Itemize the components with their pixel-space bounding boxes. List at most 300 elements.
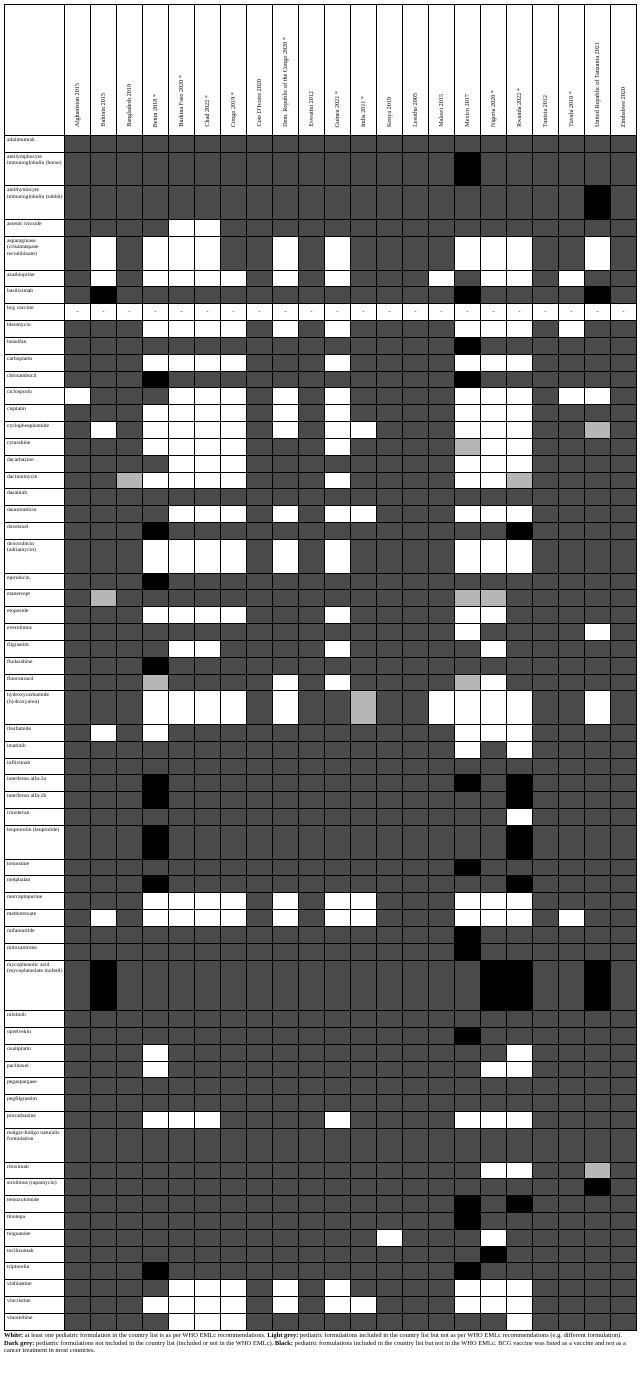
- status-cell: [533, 910, 559, 927]
- status-cell: [585, 910, 611, 927]
- status-cell: [195, 741, 221, 758]
- status-cell: [481, 1095, 507, 1112]
- status-cell: [455, 321, 481, 338]
- table-row: [5, 607, 637, 624]
- status-cell: [585, 489, 611, 506]
- status-cell: [507, 321, 533, 338]
- status-cell: [507, 590, 533, 607]
- status-cell: [351, 943, 377, 960]
- status-cell: [273, 1044, 299, 1061]
- status-cell: [377, 741, 403, 758]
- status-cell: [351, 1078, 377, 1095]
- status-cell: [117, 1044, 143, 1061]
- status-cell: [533, 236, 559, 270]
- status-cell: [221, 506, 247, 523]
- table-row: [5, 1297, 637, 1314]
- status-cell: [559, 371, 585, 388]
- status-cell: [273, 1263, 299, 1280]
- status-cell: [299, 455, 325, 472]
- status-cell: [91, 859, 117, 876]
- table-row: [5, 388, 637, 405]
- status-cell: [403, 354, 429, 371]
- status-cell: [533, 758, 559, 775]
- status-cell: [117, 472, 143, 489]
- status-cell: [559, 472, 585, 489]
- status-cell: [611, 926, 637, 943]
- status-cell: [403, 539, 429, 573]
- drug-name-cell: dactinomycin: [5, 472, 65, 489]
- status-cell: [143, 523, 169, 540]
- status-cell: [585, 758, 611, 775]
- status-cell: [299, 809, 325, 826]
- status-cell: [299, 1027, 325, 1044]
- status-cell: [273, 287, 299, 304]
- status-cell: [65, 371, 91, 388]
- status-cell: [65, 1061, 91, 1078]
- status-cell: [403, 270, 429, 287]
- status-cell: [169, 236, 195, 270]
- status-cell: [533, 539, 559, 573]
- status-cell: [377, 1078, 403, 1095]
- status-cell: [273, 590, 299, 607]
- status-cell: [611, 270, 637, 287]
- status-cell: [507, 422, 533, 439]
- status-cell: [585, 270, 611, 287]
- status-cell: [481, 1313, 507, 1330]
- status-cell: [117, 910, 143, 927]
- country-header: [299, 5, 325, 136]
- status-cell: [65, 523, 91, 540]
- status-cell: [221, 1078, 247, 1095]
- status-cell: [533, 724, 559, 741]
- status-cell: [481, 1229, 507, 1246]
- status-cell: [221, 270, 247, 287]
- status-cell: [403, 186, 429, 220]
- status-cell: [273, 691, 299, 725]
- status-cell: [481, 1044, 507, 1061]
- drug-name-cell: fludarabine: [5, 657, 65, 674]
- status-cell: [221, 186, 247, 220]
- status-cell: [325, 1095, 351, 1112]
- status-cell: [299, 1179, 325, 1196]
- status-cell: [91, 1313, 117, 1330]
- status-cell: [143, 960, 169, 1010]
- status-cell: [533, 321, 559, 338]
- status-cell: [143, 775, 169, 792]
- status-cell: [247, 1297, 273, 1314]
- status-cell: [533, 607, 559, 624]
- table-row: [5, 422, 637, 439]
- status-cell: [533, 472, 559, 489]
- status-cell: [585, 236, 611, 270]
- status-cell: [559, 724, 585, 741]
- status-cell: [65, 674, 91, 691]
- status-cell: [481, 926, 507, 943]
- status-cell: [559, 792, 585, 809]
- status-cell: [559, 1162, 585, 1179]
- status-cell: [325, 573, 351, 590]
- status-cell: [65, 1196, 91, 1213]
- status-cell: [221, 1128, 247, 1162]
- status-cell: [585, 321, 611, 338]
- status-cell: [169, 1078, 195, 1095]
- status-cell: [273, 741, 299, 758]
- status-cell: [65, 792, 91, 809]
- status-cell: [481, 405, 507, 422]
- drug-name-cell: bcg vaccine: [5, 304, 65, 321]
- status-cell: [455, 539, 481, 573]
- status-cell: [247, 422, 273, 439]
- status-cell: [169, 472, 195, 489]
- status-cell: [455, 960, 481, 1010]
- status-cell: [247, 1229, 273, 1246]
- status-cell: [91, 1061, 117, 1078]
- status-cell: [143, 220, 169, 237]
- status-cell: [169, 691, 195, 725]
- table-row: [5, 1263, 637, 1280]
- status-cell: [507, 1112, 533, 1129]
- status-cell: [429, 1263, 455, 1280]
- status-cell: [377, 1179, 403, 1196]
- status-cell: [195, 876, 221, 893]
- status-cell: [455, 691, 481, 725]
- status-cell: [91, 388, 117, 405]
- status-cell: [351, 438, 377, 455]
- status-cell: [195, 539, 221, 573]
- status-cell: [585, 337, 611, 354]
- formulation-table: [4, 4, 637, 1331]
- status-cell: [377, 388, 403, 405]
- status-cell: [455, 792, 481, 809]
- status-cell: [351, 1263, 377, 1280]
- status-cell: [585, 960, 611, 1010]
- status-cell: [221, 1027, 247, 1044]
- status-cell: [169, 926, 195, 943]
- status-cell: [143, 354, 169, 371]
- status-cell: [143, 337, 169, 354]
- status-cell: [611, 220, 637, 237]
- status-cell: [143, 809, 169, 826]
- status-cell: [351, 1162, 377, 1179]
- status-cell: [221, 1061, 247, 1078]
- status-cell: [429, 422, 455, 439]
- status-cell: [377, 1213, 403, 1230]
- status-cell: [533, 1128, 559, 1162]
- status-cell: [117, 1112, 143, 1129]
- status-cell: [169, 1061, 195, 1078]
- status-cell: [195, 809, 221, 826]
- status-cell: [143, 1044, 169, 1061]
- status-cell: [195, 220, 221, 237]
- status-cell: [429, 1061, 455, 1078]
- status-cell: [299, 1112, 325, 1129]
- status-cell: [351, 758, 377, 775]
- status-cell: [247, 523, 273, 540]
- status-cell: [533, 523, 559, 540]
- legend-black-label: Black:: [274, 1339, 293, 1347]
- status-cell: [481, 1246, 507, 1263]
- status-cell: [91, 590, 117, 607]
- status-cell: [611, 1011, 637, 1028]
- status-cell: [507, 270, 533, 287]
- status-cell: [403, 607, 429, 624]
- status-cell: [247, 1162, 273, 1179]
- status-cell: [65, 1313, 91, 1330]
- status-cell: [221, 1196, 247, 1213]
- status-cell: [247, 236, 273, 270]
- status-cell: [351, 1213, 377, 1230]
- status-cell: [507, 809, 533, 826]
- status-cell: -: [299, 304, 325, 321]
- status-cell: [559, 809, 585, 826]
- status-cell: [507, 640, 533, 657]
- status-cell: [559, 674, 585, 691]
- status-cell: [117, 1280, 143, 1297]
- status-cell: [429, 724, 455, 741]
- table-row: [5, 724, 637, 741]
- status-cell: [65, 741, 91, 758]
- status-cell: [533, 354, 559, 371]
- status-cell: [455, 1246, 481, 1263]
- status-cell: [507, 926, 533, 943]
- status-cell: [507, 674, 533, 691]
- status-cell: [195, 438, 221, 455]
- status-cell: [247, 1011, 273, 1028]
- drug-name-cell: oxaliplatin: [5, 1044, 65, 1061]
- status-cell: [117, 371, 143, 388]
- status-cell: [273, 354, 299, 371]
- table-row: [5, 910, 637, 927]
- table-row: [5, 405, 637, 422]
- status-cell: -: [91, 304, 117, 321]
- status-cell: [481, 758, 507, 775]
- status-cell: [91, 1027, 117, 1044]
- status-cell: [221, 455, 247, 472]
- status-cell: [325, 1011, 351, 1028]
- status-cell: [325, 1061, 351, 1078]
- status-cell: [169, 573, 195, 590]
- status-cell: [507, 893, 533, 910]
- status-cell: [325, 422, 351, 439]
- status-cell: [559, 287, 585, 304]
- status-cell: [117, 1095, 143, 1112]
- status-cell: [429, 910, 455, 927]
- status-cell: [351, 893, 377, 910]
- status-cell: [325, 405, 351, 422]
- status-cell: [351, 422, 377, 439]
- status-cell: [65, 1027, 91, 1044]
- status-cell: [429, 472, 455, 489]
- status-cell: [273, 337, 299, 354]
- status-cell: [455, 758, 481, 775]
- status-cell: [559, 825, 585, 859]
- status-cell: [533, 1179, 559, 1196]
- status-cell: [507, 152, 533, 186]
- drug-name-cell: realgar-Indigo naturalis formulation: [5, 1128, 65, 1162]
- status-cell: [455, 472, 481, 489]
- table-row: [5, 287, 637, 304]
- status-cell: [559, 1213, 585, 1230]
- status-cell: [247, 1027, 273, 1044]
- status-cell: [377, 422, 403, 439]
- status-cell: [273, 926, 299, 943]
- status-cell: [325, 590, 351, 607]
- drug-name-cell: fluorouracil: [5, 674, 65, 691]
- drug-name-cell: antilymphocyte immunoglobulin (horse): [5, 152, 65, 186]
- status-cell: [533, 287, 559, 304]
- status-cell: [481, 910, 507, 927]
- status-cell: [65, 236, 91, 270]
- status-cell: [117, 321, 143, 338]
- status-cell: [455, 405, 481, 422]
- status-cell: [403, 1297, 429, 1314]
- status-cell: [377, 573, 403, 590]
- status-cell: [65, 1112, 91, 1129]
- status-cell: [429, 523, 455, 540]
- status-cell: [117, 1078, 143, 1095]
- status-cell: [65, 1246, 91, 1263]
- status-cell: [481, 943, 507, 960]
- status-cell: [299, 876, 325, 893]
- status-cell: [403, 657, 429, 674]
- status-cell: [143, 1061, 169, 1078]
- status-cell: [377, 287, 403, 304]
- legend-light-grey-text: pediatric formulations included in the country list but not as per WHO EMLc recommendations (e.g. different formulation).: [298, 1332, 622, 1339]
- status-cell: [91, 1078, 117, 1095]
- status-cell: [325, 1196, 351, 1213]
- status-cell: -: [221, 304, 247, 321]
- status-cell: [585, 825, 611, 859]
- status-cell: [559, 438, 585, 455]
- status-cell: [351, 270, 377, 287]
- status-cell: [351, 1313, 377, 1330]
- status-cell: [299, 1061, 325, 1078]
- status-cell: [351, 287, 377, 304]
- status-cell: [377, 270, 403, 287]
- status-cell: [377, 859, 403, 876]
- table-row: [5, 1128, 637, 1162]
- status-cell: [169, 1280, 195, 1297]
- status-cell: [195, 489, 221, 506]
- status-cell: [585, 859, 611, 876]
- status-cell: [481, 792, 507, 809]
- drug-name-cell: cyclophosphamide: [5, 422, 65, 439]
- status-cell: [247, 287, 273, 304]
- status-cell: [143, 472, 169, 489]
- status-cell: [559, 422, 585, 439]
- status-cell: [117, 1263, 143, 1280]
- status-cell: [507, 825, 533, 859]
- status-cell: [65, 1229, 91, 1246]
- status-cell: [377, 825, 403, 859]
- country-header: [429, 5, 455, 136]
- status-cell: [429, 1011, 455, 1028]
- status-cell: [455, 287, 481, 304]
- country-header-label: Bahrain 2015: [100, 93, 107, 127]
- status-cell: [559, 758, 585, 775]
- status-cell: [169, 489, 195, 506]
- table-row: [5, 876, 637, 893]
- status-cell: [91, 1213, 117, 1230]
- drug-name-cell: filgrastim: [5, 640, 65, 657]
- status-cell: [533, 1229, 559, 1246]
- status-cell: [195, 758, 221, 775]
- status-cell: [507, 1095, 533, 1112]
- status-cell: [455, 741, 481, 758]
- status-cell: [247, 775, 273, 792]
- status-cell: [481, 321, 507, 338]
- status-cell: [117, 809, 143, 826]
- drug-name-cell: interferon alfa-2a: [5, 775, 65, 792]
- status-cell: [403, 876, 429, 893]
- status-cell: [143, 489, 169, 506]
- status-cell: [325, 960, 351, 1010]
- status-cell: [585, 624, 611, 641]
- status-cell: [247, 354, 273, 371]
- status-cell: [247, 809, 273, 826]
- status-cell: [611, 287, 637, 304]
- status-cell: [273, 220, 299, 237]
- status-cell: [91, 624, 117, 641]
- status-cell: [455, 607, 481, 624]
- status-cell: [377, 236, 403, 270]
- status-cell: [455, 371, 481, 388]
- status-cell: [481, 775, 507, 792]
- status-cell: [507, 506, 533, 523]
- status-cell: [481, 859, 507, 876]
- status-cell: [377, 1263, 403, 1280]
- status-cell: [585, 1213, 611, 1230]
- status-cell: [299, 337, 325, 354]
- status-cell: [559, 1196, 585, 1213]
- status-cell: [195, 607, 221, 624]
- status-cell: [559, 186, 585, 220]
- status-cell: [65, 758, 91, 775]
- status-cell: [221, 1044, 247, 1061]
- status-cell: [611, 371, 637, 388]
- status-cell: [351, 876, 377, 893]
- status-cell: [507, 792, 533, 809]
- status-cell: [195, 371, 221, 388]
- status-cell: [429, 1162, 455, 1179]
- status-cell: [325, 1027, 351, 1044]
- table-row: [5, 809, 637, 826]
- status-cell: [273, 186, 299, 220]
- drug-name-cell: chlorambucil: [5, 371, 65, 388]
- status-cell: [299, 1078, 325, 1095]
- status-cell: [533, 1213, 559, 1230]
- status-cell: [403, 422, 429, 439]
- status-cell: [559, 1095, 585, 1112]
- status-cell: [429, 926, 455, 943]
- country-header: [247, 5, 273, 136]
- status-cell: [273, 1162, 299, 1179]
- status-cell: [117, 1162, 143, 1179]
- status-cell: [351, 506, 377, 523]
- status-cell: [299, 1263, 325, 1280]
- status-cell: [299, 1095, 325, 1112]
- status-cell: [533, 506, 559, 523]
- status-cell: [221, 539, 247, 573]
- status-cell: [351, 1246, 377, 1263]
- drug-name-cell: oprelvekin: [5, 1027, 65, 1044]
- status-cell: [195, 186, 221, 220]
- status-cell: [403, 438, 429, 455]
- status-cell: [91, 220, 117, 237]
- drug-name-cell: mifamurtide: [5, 926, 65, 943]
- status-cell: [247, 1196, 273, 1213]
- status-cell: [481, 640, 507, 657]
